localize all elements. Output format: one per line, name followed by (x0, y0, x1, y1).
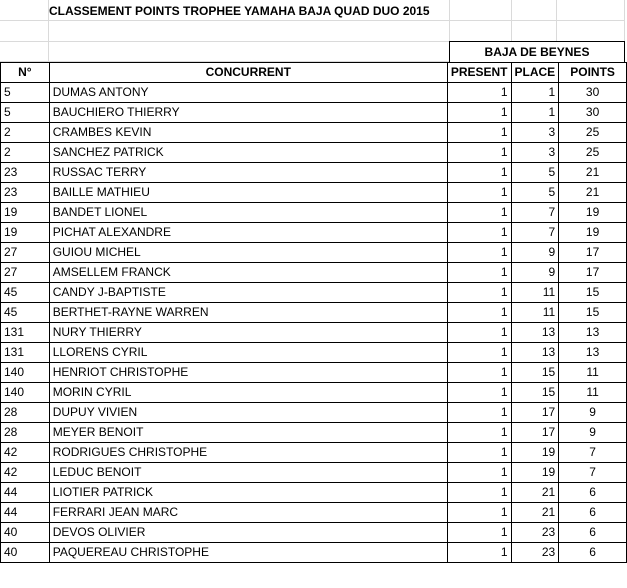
cell-points: 9 (559, 403, 627, 423)
table-row (1, 183, 627, 203)
cell-place: 21 (511, 483, 559, 503)
cell-present: 1 (447, 143, 511, 163)
cell-place: 5 (511, 183, 559, 203)
table-row (1, 123, 627, 143)
cell-name: HENRIOT CHRISTOPHE (49, 363, 447, 383)
cell-present: 1 (447, 283, 511, 303)
cell-num: 19 (1, 223, 50, 243)
table-row (1, 443, 627, 463)
cell-present: 1 (447, 243, 511, 263)
cell-points: 15 (559, 283, 627, 303)
cell-present: 1 (447, 523, 511, 543)
standings-table (0, 62, 627, 563)
cell-points: 6 (559, 523, 627, 543)
cell-present: 1 (447, 443, 511, 463)
cell-points: 19 (559, 203, 627, 223)
cell-present: 1 (447, 503, 511, 523)
cell-num: 40 (1, 523, 50, 543)
cell-place: 17 (511, 403, 559, 423)
cell-name: DUPUY VIVIEN (49, 403, 447, 423)
table-row (1, 343, 627, 363)
cell-num: 27 (1, 243, 50, 263)
cell-name: CANDY J-BAPTISTE (49, 283, 447, 303)
table-row (1, 283, 627, 303)
cell-present: 1 (447, 163, 511, 183)
cell-name: RUSSAC TERRY (49, 163, 447, 183)
table-row (1, 223, 627, 243)
table-row (1, 383, 627, 403)
cell-place: 7 (511, 203, 559, 223)
cell-points: 30 (559, 83, 627, 103)
cell-present: 1 (447, 103, 511, 123)
table-row (1, 523, 627, 543)
header-row (1, 63, 627, 83)
cell-name: BANDET LIONEL (49, 203, 447, 223)
cell-name: LLORENS CYRIL (49, 343, 447, 363)
cell-points: 11 (559, 383, 627, 403)
cell-points: 19 (559, 223, 627, 243)
table-row (1, 163, 627, 183)
cell-place: 1 (511, 83, 559, 103)
cell-place: 13 (511, 343, 559, 363)
cell-place: 11 (511, 283, 559, 303)
table-row (1, 263, 627, 283)
sheet-title-row (0, 2, 627, 21)
cell-place: 15 (511, 383, 559, 403)
cell-points: 30 (559, 103, 627, 123)
cell-name: MEYER BENOIT (49, 423, 447, 443)
cell-points: 15 (559, 303, 627, 323)
cell-present: 1 (447, 543, 511, 563)
cell-points: 13 (559, 323, 627, 343)
cell-place: 3 (511, 123, 559, 143)
cell-num: 44 (1, 503, 50, 523)
cell-name: MORIN CYRIL (49, 383, 447, 403)
cell-name: PICHAT ALEXANDRE (49, 223, 447, 243)
cell-place: 5 (511, 163, 559, 183)
cell-name: DEVOS OLIVIER (49, 523, 447, 543)
cell-place: 7 (511, 223, 559, 243)
cell-place: 15 (511, 363, 559, 383)
cell-name: AMSELLEM FRANCK (49, 263, 447, 283)
cell-present: 1 (447, 343, 511, 363)
cell-place: 23 (511, 543, 559, 563)
cell-points: 21 (559, 183, 627, 203)
cell-present: 1 (447, 123, 511, 143)
cell-num: 140 (1, 383, 50, 403)
header-present: PRESENT (447, 63, 511, 83)
cell-present: 1 (447, 303, 511, 323)
table-row (1, 303, 627, 323)
cell-num: 19 (1, 203, 50, 223)
cell-place: 19 (511, 463, 559, 483)
cell-place: 23 (511, 523, 559, 543)
table-row (1, 483, 627, 503)
cell-name: RODRIGUES CHRISTOPHE (49, 443, 447, 463)
header-name: CONCURRENT (49, 63, 447, 83)
cell-name: PAQUEREAU CHRISTOPHE (49, 543, 447, 563)
cell-present: 1 (447, 463, 511, 483)
table-row (1, 323, 627, 343)
cell-num: 28 (1, 403, 50, 423)
cell-points: 25 (559, 123, 627, 143)
cell-num: 42 (1, 443, 50, 463)
cell-place: 3 (511, 143, 559, 163)
table-body (1, 83, 627, 563)
cell-place: 1 (511, 103, 559, 123)
cell-points: 11 (559, 363, 627, 383)
cell-name: SANCHEZ PATRICK (49, 143, 447, 163)
header-points: POINTS (559, 63, 627, 83)
cell-num: 2 (1, 123, 50, 143)
table-row (1, 403, 627, 423)
cell-num: 42 (1, 463, 50, 483)
header-place: PLACE (511, 63, 559, 83)
table-row (1, 243, 627, 263)
event-header: BAJA DE BEYNES (449, 41, 625, 62)
cell-num: 2 (1, 143, 50, 163)
cell-place: 17 (511, 423, 559, 443)
cell-place: 11 (511, 303, 559, 323)
cell-place: 9 (511, 263, 559, 283)
cell-num: 23 (1, 163, 50, 183)
cell-num: 131 (1, 323, 50, 343)
cell-present: 1 (447, 383, 511, 403)
grid-row (0, 21, 627, 42)
cell-num: 40 (1, 543, 50, 563)
cell-name: BAUCHIERO THIERRY (49, 103, 447, 123)
cell-name: BERTHET-RAYNE WARREN (49, 303, 447, 323)
cell-name: DUMAS ANTONY (49, 83, 447, 103)
cell-num: 23 (1, 183, 50, 203)
table-row (1, 463, 627, 483)
table-row (1, 83, 627, 103)
cell-points: 25 (559, 143, 627, 163)
header-num: N° (1, 63, 50, 83)
cell-points: 6 (559, 543, 627, 563)
cell-name: FERRARI JEAN MARC (49, 503, 447, 523)
table-row (1, 423, 627, 443)
cell-points: 7 (559, 443, 627, 463)
table-row (1, 363, 627, 383)
cell-points: 9 (559, 423, 627, 443)
cell-present: 1 (447, 323, 511, 343)
cell-place: 21 (511, 503, 559, 523)
cell-num: 5 (1, 103, 50, 123)
cell-num: 28 (1, 423, 50, 443)
cell-place: 13 (511, 323, 559, 343)
cell-place: 9 (511, 243, 559, 263)
cell-present: 1 (447, 223, 511, 243)
cell-place: 19 (511, 443, 559, 463)
cell-points: 17 (559, 263, 627, 283)
cell-num: 140 (1, 363, 50, 383)
cell-name: CRAMBES KEVIN (49, 123, 447, 143)
cell-present: 1 (447, 483, 511, 503)
cell-points: 7 (559, 463, 627, 483)
cell-present: 1 (447, 403, 511, 423)
cell-points: 13 (559, 343, 627, 363)
cell-name: LEDUC BENOIT (49, 463, 447, 483)
cell-present: 1 (447, 183, 511, 203)
cell-points: 6 (559, 503, 627, 523)
cell-name: LIOTIER PATRICK (49, 483, 447, 503)
table-row (1, 543, 627, 563)
cell-points: 17 (559, 243, 627, 263)
cell-present: 1 (447, 423, 511, 443)
sheet-title: CLASSEMENT POINTS TROPHEE YAMAHA BAJA QUAD DUO 2015 (49, 4, 430, 18)
cell-name: NURY THIERRY (49, 323, 447, 343)
table-row (1, 103, 627, 123)
cell-num: 5 (1, 83, 50, 103)
cell-present: 1 (447, 263, 511, 283)
cell-name: BAILLE MATHIEU (49, 183, 447, 203)
table-row (1, 503, 627, 523)
table-row (1, 143, 627, 163)
cell-num: 131 (1, 343, 50, 363)
table-row (1, 203, 627, 223)
cell-num: 45 (1, 303, 50, 323)
cell-points: 6 (559, 483, 627, 503)
cell-points: 21 (559, 163, 627, 183)
cell-present: 1 (447, 363, 511, 383)
cell-num: 44 (1, 483, 50, 503)
cell-present: 1 (447, 203, 511, 223)
cell-present: 1 (447, 83, 511, 103)
cell-num: 27 (1, 263, 50, 283)
cell-name: GUIOU MICHEL (49, 243, 447, 263)
cell-num: 45 (1, 283, 50, 303)
